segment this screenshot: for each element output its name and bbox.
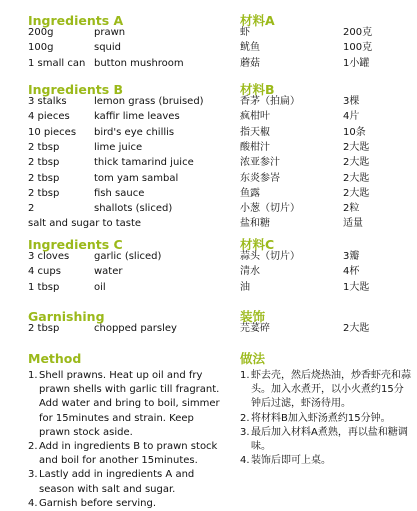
ingredient-name: 疯柑叶 xyxy=(240,111,270,123)
ingredient-row xyxy=(240,266,417,278)
ingredient-row xyxy=(240,173,417,185)
ingredient-quantity: 2大匙 xyxy=(343,172,370,184)
ingredient-row xyxy=(28,173,231,185)
ingredient-name: water xyxy=(94,266,123,278)
ingredient-quantity: 2 tbsp xyxy=(28,172,60,184)
method-step xyxy=(28,468,224,496)
step-number: 4. xyxy=(28,497,38,509)
method-step xyxy=(28,369,224,440)
ingredient-quantity: 2 tbsp xyxy=(28,157,60,169)
ingredient-row xyxy=(28,42,231,54)
ingredient-quantity: 2 tbsp xyxy=(28,323,60,334)
ingredient-name: 芫荽碎 xyxy=(240,323,270,334)
ingredient-row xyxy=(240,42,417,54)
ingredient-row xyxy=(28,323,231,335)
ingredient-row xyxy=(28,188,231,200)
step-text: Add in ingredients B to prawn stock and boil for another 15minutes. xyxy=(39,441,218,467)
ingredient-quantity: 2大匙 xyxy=(343,187,370,199)
ingredient-quantity: 4片 xyxy=(343,111,360,123)
section-heading: Garnishing xyxy=(28,309,105,324)
ingredient-row xyxy=(28,58,231,70)
ingredient-quantity: 3 stalks xyxy=(28,96,67,107)
section-heading: Ingredients C xyxy=(28,237,123,252)
ingredient-name: button mushroom xyxy=(94,57,184,69)
ingredient-quantity: 2 xyxy=(28,203,35,215)
ingredient-quantity: 100克 xyxy=(343,42,373,54)
ingredient-row xyxy=(240,142,417,154)
ingredient-quantity: 适量 xyxy=(343,218,363,230)
ingredient-name: squid xyxy=(94,42,122,54)
ingredient-quantity: 10 pieces xyxy=(28,126,77,138)
step-number: 4. xyxy=(240,455,250,467)
step-text: 装饰后即可上桌。 xyxy=(251,455,331,467)
ingredient-name: 香茅（拍扁） xyxy=(240,96,300,107)
ingredient-quantity: 200克 xyxy=(343,27,373,38)
ingredient-row xyxy=(240,218,417,230)
step-number: 1. xyxy=(240,370,250,381)
ingredient-quantity: 200g xyxy=(28,27,54,38)
ingredient-quantity: 2大匙 xyxy=(343,323,370,334)
ingredient-quantity: 2 tbsp xyxy=(28,187,60,199)
step-text: 将材料B加入虾汤煮约15分钟。 xyxy=(251,412,391,424)
ingredient-name: 油 xyxy=(240,281,250,293)
ingredient-quantity: 3瓣 xyxy=(343,251,360,262)
step-text: 最后加入材料A煮熟，再以盐和糖调味。 xyxy=(251,426,408,453)
ingredient-name: 酸柑汁 xyxy=(240,141,270,153)
section-heading: 材料A xyxy=(240,13,275,28)
step-number: 2. xyxy=(240,412,250,424)
method-heading: Method xyxy=(28,351,82,366)
method-step xyxy=(28,497,224,511)
ingredient-name: 虾 xyxy=(240,27,250,38)
ingredient-name: garlic (sliced) xyxy=(94,251,162,262)
method-step xyxy=(240,454,412,468)
ingredient-row xyxy=(240,188,417,200)
ingredient-row xyxy=(240,96,417,108)
ingredient-row xyxy=(240,58,417,70)
ingredient-name: bird's eye chillis xyxy=(94,126,175,138)
ingredient-row xyxy=(240,127,417,139)
ingredient-row xyxy=(240,323,417,335)
section-heading: Ingredients A xyxy=(28,13,124,28)
ingredient-name: tom yam sambal xyxy=(94,172,179,184)
ingredient-row xyxy=(28,27,231,39)
ingredient-name: 鱿鱼 xyxy=(240,42,260,54)
ingredient-row xyxy=(28,282,231,294)
ingredient-name: 蘑菇 xyxy=(240,57,260,69)
ingredient-row xyxy=(240,27,417,39)
ingredient-name: prawn xyxy=(94,27,126,38)
method-steps xyxy=(28,369,224,511)
ingredient-name: fish sauce xyxy=(94,187,145,199)
ingredient-quantity: 2大匙 xyxy=(343,141,370,153)
method-step xyxy=(240,426,412,454)
ingredient-row xyxy=(28,218,231,230)
method-step xyxy=(240,369,412,412)
ingredient-quantity: 4杯 xyxy=(343,266,360,278)
step-text: Shell prawns. Heat up oil and fry prawn shells with garlic till fragrant. Add water and bring to boil, simmer for 15minutes and strain. Keep prawn stock aside. xyxy=(39,370,220,438)
ingredient-name: kaffir lime leaves xyxy=(94,111,180,123)
ingredient-row xyxy=(28,127,231,139)
ingredient-name: 指天椒 xyxy=(240,126,270,138)
method-step xyxy=(240,412,412,426)
step-text: Garnish before serving. xyxy=(39,497,157,509)
ingredient-name: oil xyxy=(94,281,106,293)
step-number: 2. xyxy=(28,441,38,453)
section-heading: Ingredients B xyxy=(28,82,124,97)
ingredient-quantity: 3棵 xyxy=(343,96,360,107)
ingredient-name: lemon grass (bruised) xyxy=(94,96,204,107)
method-heading: 做法 xyxy=(240,351,266,366)
ingredient-row xyxy=(240,203,417,215)
ingredient-name: 盐和糖 xyxy=(240,218,270,230)
section-heading: 材料B xyxy=(240,82,275,97)
ingredient-row xyxy=(28,157,231,169)
ingredient-row xyxy=(28,203,231,215)
ingredient-quantity: 4 cups xyxy=(28,266,61,278)
ingredient-row xyxy=(28,142,231,154)
ingredient-quantity: 2 tbsp xyxy=(28,141,60,153)
step-text: Lastly add in ingredients A and season with salt and sugar. xyxy=(39,469,195,495)
step-number: 3. xyxy=(28,469,38,481)
ingredient-quantity: 10条 xyxy=(343,126,366,138)
ingredient-name: lime juice xyxy=(94,141,143,153)
ingredient-row xyxy=(28,111,231,123)
ingredient-quantity: salt and sugar to taste xyxy=(28,218,142,230)
ingredient-quantity: 1 small can xyxy=(28,57,86,69)
ingredient-quantity: 1小罐 xyxy=(343,57,370,69)
ingredient-row xyxy=(240,157,417,169)
step-number: 3. xyxy=(240,426,250,438)
ingredient-row xyxy=(240,251,417,263)
step-text: 虾去壳，然后烧热油，炒香虾壳和蒜头。加入水煮开，以小火煮约15分钟后过滤，虾汤待用。 xyxy=(251,370,411,410)
step-number: 1. xyxy=(28,370,38,381)
ingredient-row xyxy=(28,266,231,278)
ingredient-row xyxy=(240,282,417,294)
ingredient-quantity: 2粒 xyxy=(343,203,360,215)
ingredient-name: 东炎参峇 xyxy=(240,172,280,184)
ingredient-name: 小葱（切片） xyxy=(240,203,300,215)
ingredient-quantity: 2大匙 xyxy=(343,157,370,169)
ingredient-name: chopped parsley xyxy=(94,323,177,334)
ingredient-quantity: 1大匙 xyxy=(343,281,370,293)
ingredient-quantity: 3 cloves xyxy=(28,251,70,262)
section-heading: 材料C xyxy=(240,237,275,252)
ingredient-name: 鱼露 xyxy=(240,187,260,199)
method-step xyxy=(28,440,224,468)
ingredient-name: 蒜头（切片） xyxy=(240,251,300,262)
ingredient-name: 浓亚参汁 xyxy=(240,157,280,169)
ingredient-quantity: 4 pieces xyxy=(28,111,70,123)
ingredient-name: shallots (sliced) xyxy=(94,203,173,215)
section-heading: 装饰 xyxy=(240,309,266,324)
ingredient-row xyxy=(240,111,417,123)
ingredient-row xyxy=(28,96,231,108)
ingredient-row xyxy=(28,251,231,263)
ingredient-name: 清水 xyxy=(240,266,260,278)
ingredient-quantity: 100g xyxy=(28,42,54,54)
ingredient-name: thick tamarind juice xyxy=(94,157,194,169)
method-steps xyxy=(240,369,412,468)
ingredient-quantity: 1 tbsp xyxy=(28,281,60,293)
